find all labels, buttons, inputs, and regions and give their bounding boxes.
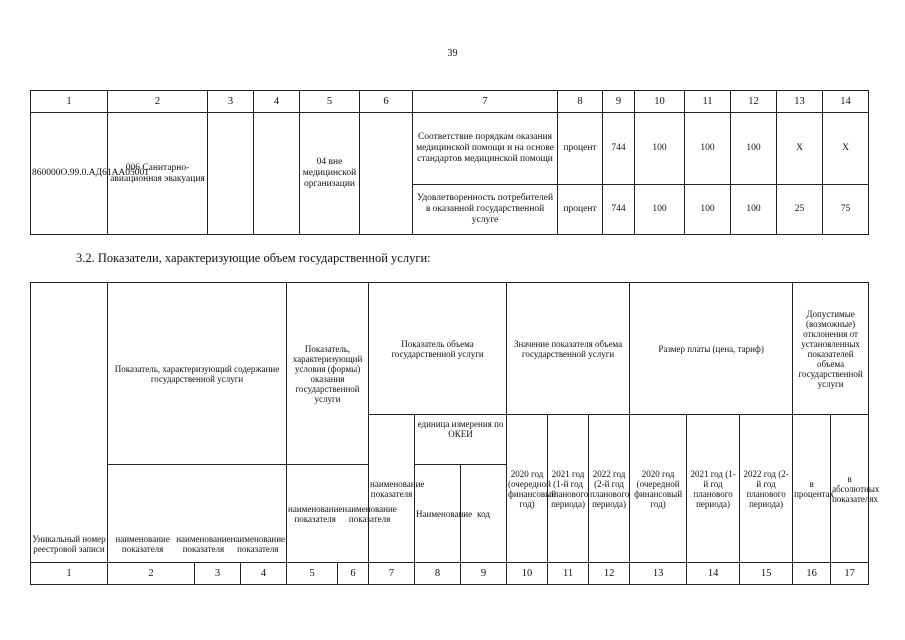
column-number-row (31, 91, 869, 113)
col-number: 11 (685, 91, 731, 113)
condition-subheaders (287, 465, 397, 563)
deviation-absolute: 75 (823, 185, 869, 235)
deviation-absolute-header: в абсолютных показателях (831, 415, 869, 563)
column-number-row (31, 563, 869, 585)
col-number: 4 (241, 563, 287, 585)
empty-cell (254, 113, 300, 235)
volume-indicators-table (30, 282, 880, 585)
col-number: 8 (558, 91, 603, 113)
col-number: 8 (415, 563, 461, 585)
registry-number: 860000О.99.0.АД61АА05001 (31, 113, 108, 235)
condition-name-header: наименование показателя (288, 503, 343, 524)
section-heading: 3.2. Показатели, характеризующие объем государственной услуги: (76, 251, 431, 265)
unit-code: 744 (603, 185, 635, 235)
col-number: 12 (731, 91, 777, 113)
col-number: 1 (31, 91, 108, 113)
col-number: 13 (777, 91, 823, 113)
unit-code: 744 (603, 113, 635, 185)
indicator-name: Соответствие порядкам оказания медицинской помощи и на основе стандартов медицинской помощи (413, 113, 558, 185)
value-2021: 100 (685, 185, 731, 235)
unit-code-header: код (461, 465, 507, 563)
col-number: 6 (360, 91, 413, 113)
col-number: 2 (108, 563, 195, 585)
col-number: 9 (603, 91, 635, 113)
value-2020-header: 2020 год (очередной финансовый год) (507, 415, 548, 563)
empty-cell (360, 113, 413, 235)
content-indicator: 006 Санитарно-авиационная эвакуация (108, 113, 208, 235)
value-2022: 100 (731, 185, 777, 235)
fee-2022-header: 2022 год (2-й год планового периода) (740, 415, 793, 563)
col-number: 12 (589, 563, 630, 585)
content-group-header: Показатель, характеризующий содержание государственной услуги (108, 283, 287, 465)
col-number: 13 (630, 563, 687, 585)
col-number: 5 (287, 563, 338, 585)
value-group-header: Значение показателя объема государственной услуги (507, 283, 630, 415)
unit-name-header: Наименование (415, 465, 461, 563)
content-name-header: наименование показателя (115, 534, 170, 554)
volume-group-header: Показатель объема государственной услуги (369, 283, 507, 415)
col-number: 6 (338, 563, 369, 585)
deviation-group-header: Допустимые (возможные) отклонения от установленных показателей объема государственной услуги (793, 283, 869, 415)
table-row (31, 113, 869, 185)
value-2020: 100 (635, 185, 685, 235)
col-number: 5 (300, 91, 360, 113)
col-number: 1 (31, 563, 108, 585)
unit-group-header: единица измерения по ОКЕИ (415, 415, 507, 465)
deviation-absolute: X (823, 113, 869, 185)
condition-name-header: наименование показателя (342, 503, 397, 524)
value-2021: 100 (685, 113, 731, 185)
empty-cell (208, 113, 254, 235)
col-number: 11 (548, 563, 589, 585)
page-number: 39 (447, 48, 458, 59)
content-name-header: наименование показателя (230, 534, 286, 554)
quality-indicators-table (30, 90, 869, 235)
content-subheaders (108, 465, 287, 563)
col-number: 10 (507, 563, 548, 585)
deviation-percent: 25 (777, 185, 823, 235)
header-row (31, 283, 869, 415)
condition-group-header: Показатель, характеризующий условия (формы) оказания государственной услуги (287, 283, 369, 465)
col-number: 15 (740, 563, 793, 585)
condition-subheader-cells (288, 503, 397, 524)
unit-name: процент (558, 185, 603, 235)
deviation-percent: X (777, 113, 823, 185)
indicator-name: Удовлетворенность потребителей в оказанной государственной услуге (413, 185, 558, 235)
col-number: 9 (461, 563, 507, 585)
deviation-percent-header: в процентах (793, 415, 831, 563)
condition-indicator: 04 вне медицинской организации (300, 113, 360, 235)
col-number: 7 (369, 563, 415, 585)
col-number: 10 (635, 91, 685, 113)
col-number: 14 (823, 91, 869, 113)
fee-2021-header: 2021 год (1-й год планового периода) (687, 415, 740, 563)
col-number: 2 (108, 91, 208, 113)
fee-2020-header: 2020 год (очередной финансовый год) (630, 415, 687, 563)
col-number: 3 (195, 563, 241, 585)
fee-group-header: Размер платы (цена, тариф) (630, 283, 793, 415)
col-number: 4 (254, 91, 300, 113)
value-2021-header: 2021 год (1-й год планового периода) (548, 415, 589, 563)
col-number: 14 (687, 563, 740, 585)
volume-name-header: наименование показателя (369, 415, 415, 563)
value-2020: 100 (635, 113, 685, 185)
col-number: 16 (793, 563, 831, 585)
registry-header: Уникальный номер реестровой записи (31, 283, 108, 563)
content-subheader-cells (109, 534, 285, 554)
value-2022-header: 2022 год (2-й год планового периода) (589, 415, 630, 563)
unit-name: процент (558, 113, 603, 185)
col-number: 3 (208, 91, 254, 113)
value-2022: 100 (731, 113, 777, 185)
col-number: 7 (413, 91, 558, 113)
col-number: 17 (831, 563, 869, 585)
content-name-header: наименование показателя (176, 534, 231, 554)
